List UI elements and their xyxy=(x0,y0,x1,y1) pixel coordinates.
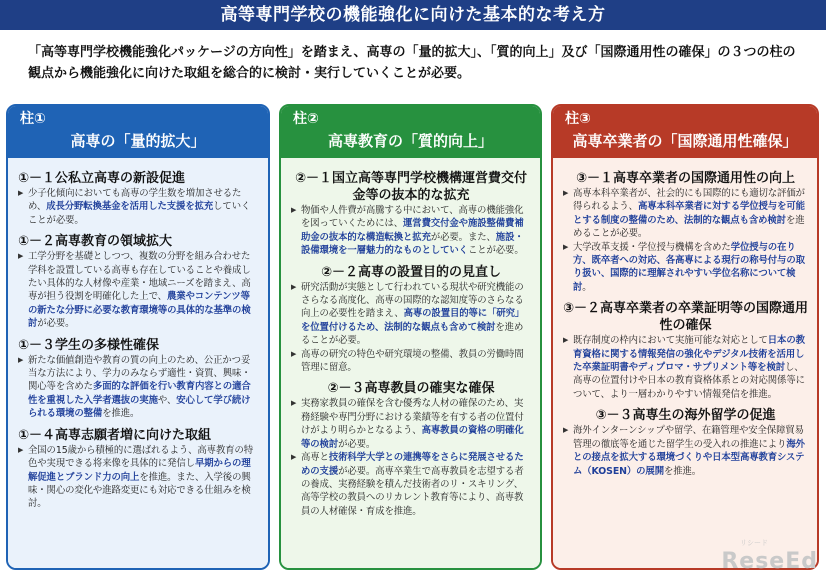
bullet-text: を進めることが必要。 xyxy=(301,321,524,347)
bullet-item xyxy=(291,204,531,258)
highlight-text: 安心して学び続けられる環境の整備 xyxy=(28,394,251,420)
pillar-3 xyxy=(551,104,819,570)
section-title: ②－２高専の設置目的の見直し xyxy=(320,264,501,280)
highlight-text: 成長分野転換基金を活用した支援を拡充 xyxy=(46,201,214,213)
pillar-1-body xyxy=(8,158,268,570)
section-title: ③－２高専卒業者の卒業証明等の国際通用性の確保 xyxy=(563,301,809,334)
bullet-text: 。 xyxy=(582,281,592,293)
page-title: 高等専門学校の機能強化に向けた基本的な考え方 xyxy=(0,0,826,30)
bullet-item xyxy=(563,187,808,241)
highlight-text: 施設・設備環境を一層魅力的なものとしていく xyxy=(301,231,524,257)
section-title: ①－１公私立高専の新設促進 xyxy=(18,171,186,186)
pillar-number: 柱③ xyxy=(565,111,591,127)
highlight-text: 海外との接点を拡大する環境づくりや日本型高専教育システム（KOSEN）の展開 xyxy=(573,438,805,477)
section-title: ②－１国立高等専門学校機構運営費交付金等の抜本的な拡充 xyxy=(294,171,527,203)
bullet-text: が必要。 xyxy=(338,438,376,450)
intro-text: 「高等専門学校機能強化パッケージの方向性」を踏まえ、高専の「量的拡大」、「質的向上」及び「国際通用性の確保」の３つの柱の観点から機能強化に向けた取組を総合的に検討・実行していくことが必要。 xyxy=(28,45,796,81)
bullet-item xyxy=(563,241,808,295)
bullet-text: 既存制度の枠内において実施可能な対応として xyxy=(573,335,768,347)
bullet-text: 大学改革支援・学位授与機構を含めた xyxy=(573,241,731,253)
bullet-item xyxy=(291,451,531,518)
section-title: ③－１高専卒業者の国際通用性の向上 xyxy=(575,171,795,186)
bullet-text: を推進。 xyxy=(102,408,140,420)
pillar-1-header xyxy=(8,106,268,158)
pillar-1 xyxy=(6,104,270,570)
bullet-item xyxy=(563,424,808,478)
section-title: ①－２高専教育の領域拡大 xyxy=(18,234,173,250)
reseed-logo: ReseEd xyxy=(721,549,818,574)
pillar-2 xyxy=(279,104,542,570)
bullet-item xyxy=(18,354,259,421)
bullet-item xyxy=(18,187,259,227)
logo-subtext: リシード xyxy=(740,539,768,547)
bullet-text: 工学分野を基礎としつつ、複数の分野を組み合わせた学科を設置している高専も存在していることや養成したい具体的な人材像や産業・地域ニーズを踏まえ、高専が担う役割を明確化した上で、 xyxy=(28,251,251,303)
bullet-text: 少子化傾向においても高専の学生数を増加させるため、 xyxy=(28,188,242,213)
section-title: ②－３高専教員の確実な確保 xyxy=(327,381,495,397)
highlight-text: 多面的な評価を行い教育内容との適合性を重視した入学者選抜の実施 xyxy=(28,381,251,406)
bullet-text: を推進。また、入学後の興味・関心の変化や進路変更にも対応できる仕組みを検討。 xyxy=(28,471,251,510)
bullet-text: 高専と xyxy=(301,452,329,464)
highlight-text: 高専の設置目的等に「研究」を位置付けるため、法制的な観点も含めて検討 xyxy=(301,308,525,333)
bullet-text: ことが必要。 xyxy=(467,245,524,257)
pillar-title: 高専卒業者の「国際通用性確保」 xyxy=(572,132,798,150)
bullet-text: 新たな価値創造や教育の質の向上のため、公正かつ妥当な方法により、学力のみならず適性・資質、興味・関心等を含めた xyxy=(28,354,251,393)
bullet-item xyxy=(18,444,259,511)
highlight-text: 早期からの理解促進とブランド力の向上 xyxy=(28,458,251,483)
bullet-text: 全国の15歳から積極的に選ばれるよう、高専教育の特色や実現できる将来像を具体的に発信し xyxy=(28,444,254,470)
bullet-item xyxy=(563,334,808,401)
highlight-text: 高専教員の資格の明確化等の検討 xyxy=(301,425,524,450)
bullet-text: 海外インターンシップや留学、在籍管理や安全保障貿易管理の徹底等を通じた留学生の受入れの推進により xyxy=(573,425,804,450)
bullet-text: を進めることが必要。 xyxy=(573,214,805,240)
bullet-text: が必要。 xyxy=(37,318,75,330)
bullet-item xyxy=(291,348,531,375)
bullet-text: 研究活動が実態として行われている現状や研究機能のさらなる高度化、高専の国際的な認知度等のさらなる向上の必要性を踏まえ、 xyxy=(301,281,524,320)
pillar-2-header xyxy=(281,106,540,158)
pillar-3-body xyxy=(553,158,817,570)
bullet-item xyxy=(291,397,531,451)
section-title: ①－４高専志願者増に向けた取組 xyxy=(18,427,212,443)
bullet-item xyxy=(18,250,259,330)
bullet-text: し、高専の位置付けや日本の教育資格体系との対応関係等について、より一層わかりやすい情報発信を推進。 xyxy=(573,362,805,400)
highlight-text: 学位授与の在り方、既卒者への対応、各高専による現行の称号付与の取り扱い、国際的に理解されやすい学位名称について検討 xyxy=(573,241,805,293)
pillar-3-header xyxy=(553,106,817,158)
bullet-item xyxy=(291,281,531,348)
section-title: ③－３高専生の海外留学の促進 xyxy=(595,408,776,424)
highlight-text: 運営費交付金や施設整備費補助金の抜本的な構造転換と拡充 xyxy=(301,218,524,243)
bullet-text: が必要。高専卒業生で高専教員を志望する者の養成、実務経験を積んだ技術者のリ・スキリング、高等学校の教員へのリカレント教育等により、高専教員の人材確保・育成を推進。 xyxy=(301,465,524,517)
bullet-text: 物価や人件費が高騰する中において、高専の機能強化を図っていくためには、 xyxy=(301,205,524,230)
bullet-text: や、 xyxy=(157,394,177,406)
highlight-text: 日本の教育資格に関する情報発信の強化やデジタル技術を活用した卒業証明書やディプロマ・サプリメント等を検討 xyxy=(573,335,805,374)
bullet-text: を推進。 xyxy=(663,465,702,477)
highlight-text: 技術科学大学との連携等をさらに発展させるための支援 xyxy=(301,452,524,477)
pillar-title: 高専教育の「質的向上」 xyxy=(327,132,493,150)
highlight-text: 農業やコンテンツ等の新たな分野に必要な教育環境等の具体的な基準の検討 xyxy=(28,291,251,330)
bullet-text: していくことが必要。 xyxy=(28,201,251,226)
bullet-text: 高専の研究の特色や研究環境の整備、教員の労働時間管理に留意。 xyxy=(301,348,524,374)
bullet-text: が必要。また、 xyxy=(430,231,496,243)
bullet-text: 実務家教員の確保を含む優秀な人材の確保のため、実務経験や専門分野における業績等を有する者の位置付けがより明らかとなるよう、 xyxy=(301,398,524,437)
bullet-text: 高専本科卒業者が、社会的にも国際的にも適切な評価が得られるよう、 xyxy=(573,188,805,213)
pillar-2-body xyxy=(281,158,540,570)
highlight-text: 高専本科卒業者に対する学位授与を可能とする制度の整備のため、法制的な観点も含め検討 xyxy=(573,201,805,226)
pillar-number: 柱② xyxy=(293,111,319,127)
section-title: ①－３学生の多様性確保 xyxy=(18,337,160,353)
pillar-number: 柱① xyxy=(20,111,46,127)
pillar-title: 高専の「量的拡大」 xyxy=(70,132,206,150)
